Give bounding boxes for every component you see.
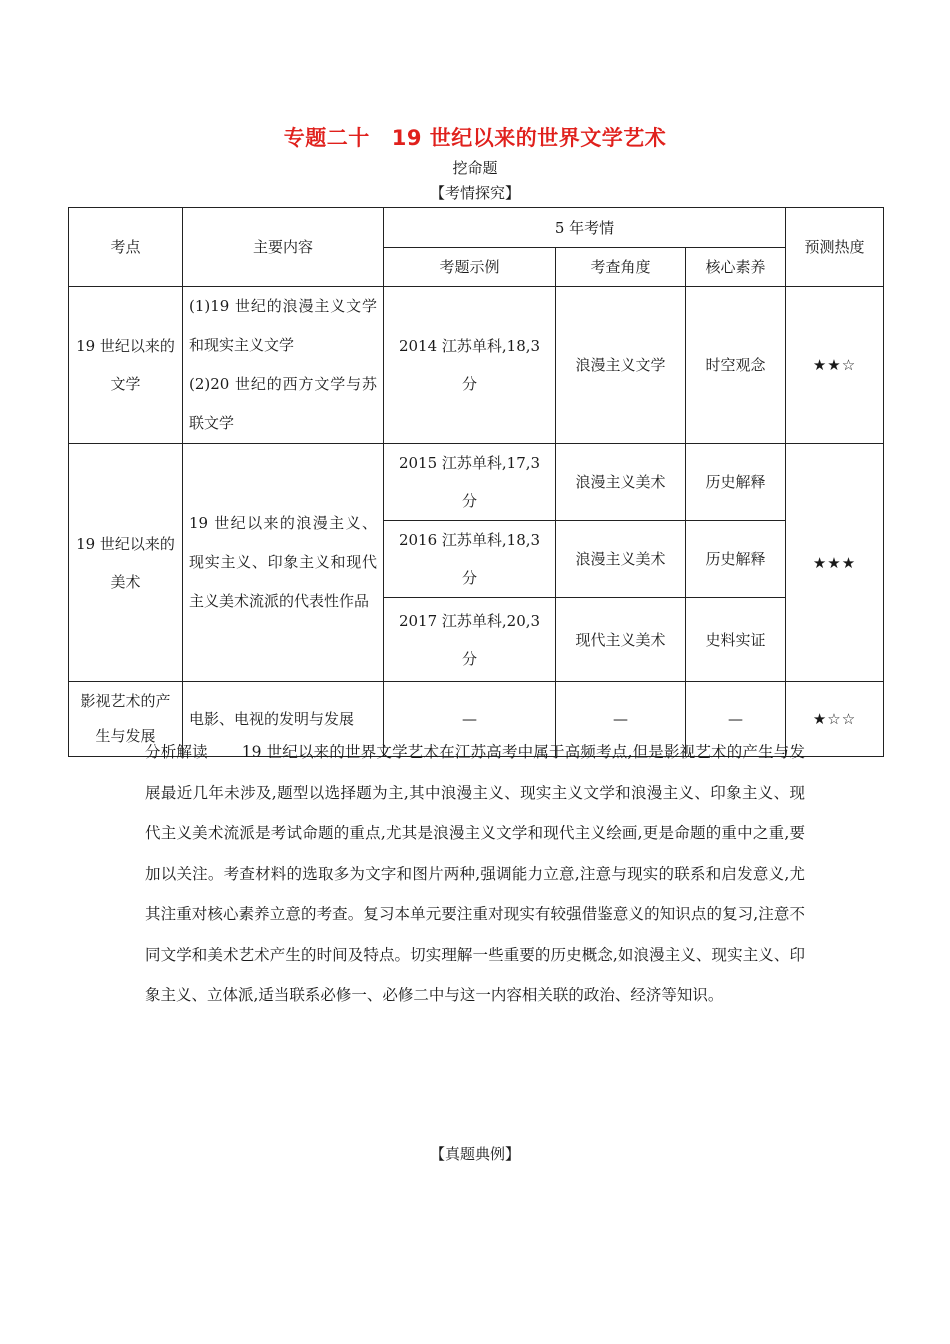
row-literature-heat-stars: ★★☆ (786, 287, 884, 444)
section-heading-exam-trends: 【考情探究】 (429, 184, 520, 202)
row-film-heat-stars: ★☆☆ (786, 682, 884, 757)
analysis-text: 19 世纪以来的世界文学艺术在江苏高考中属于高频考点,但是影视艺术的产生与发展最近几年未涉及,题型以选择题为主,其中浪漫主义、现实主义文学和浪漫主义、印象主义、现代主义美术流派是考试命题的重点,尤其是浪漫主义文学和现代主义绘画,更是命题的重中之重,要加以关注。考查材料的选取多为文字和图片两种,强调能力立意,注意与现实的联系和启发意义,尤其注重对核心素养立意的考查。复习本单元要注重对现实有较强借鉴意义的知识点的复习,注意不同文学和美术艺术产生的时间及特点。切实理解一些重要的历史概念,如浪漫主义、现实主义、印象主义、立体派,适当联系必修一、必修二中与这一内容相关联的政治、经济等知识。 (145, 743, 805, 1004)
row-art-example-3: 2017 江苏单科,20,3 分 (384, 598, 556, 682)
row-art-content: 19 世纪以来的浪漫主义、现实主义、印象主义和现代主义美术流派的代表性作品 (183, 444, 384, 682)
row-film-literacy: — (686, 682, 786, 757)
row-art-literacy-3: 史料实证 (686, 598, 786, 682)
row-literature-point: 19 世纪以来的文学 (69, 287, 183, 444)
row-literature-content: (1)19 世纪的浪漫主义文学和现实主义文学 (2)20 世纪的西方文学与苏联文学 (183, 287, 384, 444)
row-literature-angle: 浪漫主义文学 (556, 287, 686, 444)
title-main: 19 世纪以来的世界文学艺术 (391, 126, 667, 150)
row-art-example-2: 2016 江苏单科,18,3 分 (384, 521, 556, 598)
row-art-example-1: 2015 江苏单科,17,3 分 (384, 444, 556, 521)
row-art-literacy-1: 历史解释 (686, 444, 786, 521)
row-art-angle-1: 浪漫主义美术 (556, 444, 686, 521)
row-art-literacy-2: 历史解释 (686, 521, 786, 598)
header-five-year: 5 年考情 (384, 208, 786, 248)
header-literacy: 核心素养 (686, 248, 786, 287)
row-film-angle: — (556, 682, 686, 757)
analysis-label: 分析解读 (145, 743, 208, 761)
row-art-heat-stars: ★★★ (786, 444, 884, 682)
header-point: 考点 (69, 208, 183, 287)
analysis-paragraph (145, 732, 805, 1016)
section-heading-real-questions: 【真题典例】 (429, 1145, 520, 1163)
row-art-angle-2: 浪漫主义美术 (556, 521, 686, 598)
row-art-point: 19 世纪以来的美术 (69, 444, 183, 682)
page-title (0, 122, 950, 152)
row-art-angle-3: 现代主义美术 (556, 598, 686, 682)
row-film-example: — (384, 682, 556, 757)
row-film-content: 电影、电视的发明与发展 (183, 682, 384, 757)
title-prefix: 专题二十 (283, 126, 370, 150)
exam-trend-table (68, 207, 884, 757)
header-heat: 预测热度 (786, 208, 884, 287)
row-film-point: 影视艺术的产生与发展 (69, 682, 183, 757)
header-angle: 考查角度 (556, 248, 686, 287)
subtitle: 挖命题 (452, 159, 498, 177)
row-literature-literacy: 时空观念 (686, 287, 786, 444)
header-content: 主要内容 (183, 208, 384, 287)
row-literature-example: 2014 江苏单科,18,3 分 (384, 287, 556, 444)
header-example: 考题示例 (384, 248, 556, 287)
